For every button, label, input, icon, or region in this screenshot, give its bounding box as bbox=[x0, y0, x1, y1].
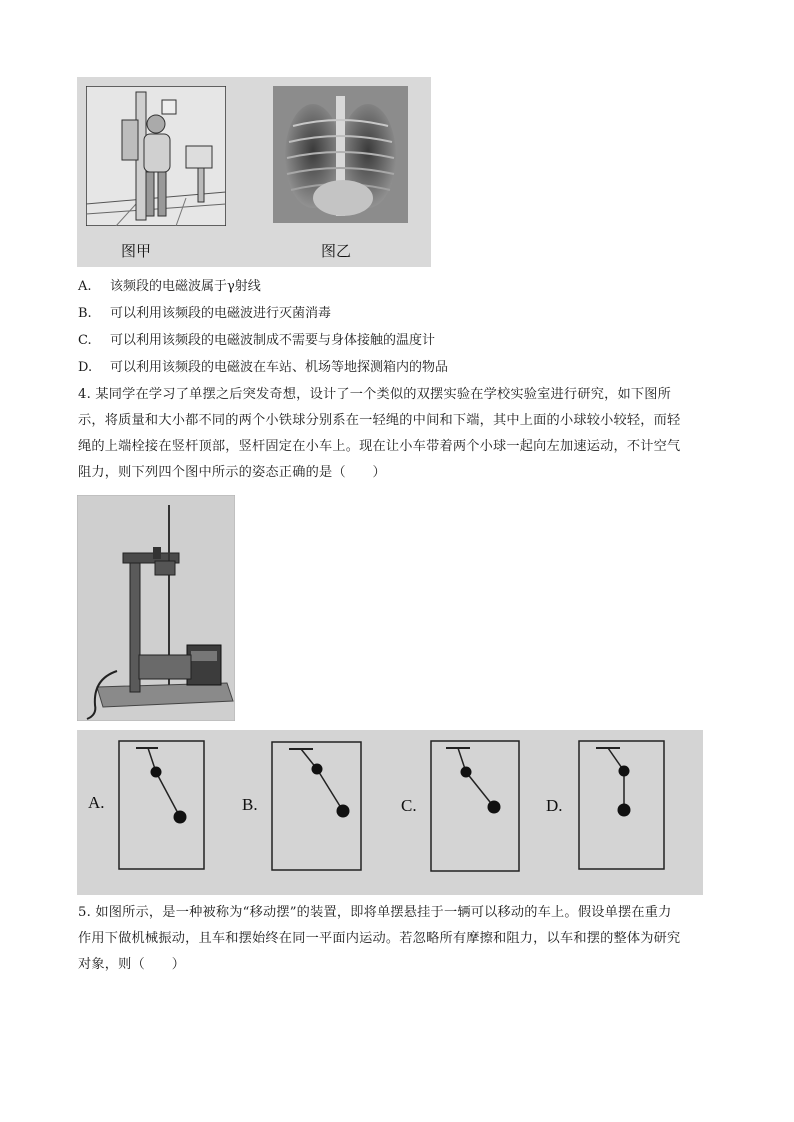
option-text: 可以利用该频段的电磁波在车站、机场等地探测箱内的物品 bbox=[110, 360, 449, 375]
q4-choices-panel bbox=[77, 730, 703, 895]
option-text: 可以利用该频段的电磁波制成不需要与身体接触的温度计 bbox=[110, 333, 436, 348]
choice-b-label: B. bbox=[242, 795, 258, 814]
choice-c-label: C. bbox=[401, 796, 417, 815]
q3-option-c bbox=[78, 332, 435, 350]
option-text: 可以利用该频段的电磁波进行灭菌消毒 bbox=[110, 306, 332, 321]
question-5-text bbox=[78, 900, 718, 978]
q4-line-2: 示，将质量和大小都不同的两个小铁球分别系在一轻绳的中间和下端，其中上面的小球较小较轻，而轻 bbox=[78, 413, 681, 428]
q4-line-4: 阻力，则下列四个图中所示的姿态正确的是（ ） bbox=[78, 465, 386, 480]
q3-option-a bbox=[78, 278, 261, 296]
q4-line-3: 绳的上端栓接在竖杆顶部，竖杆固定在小车上。现在让小车带着两个小球一起向左加速运动，不计空气 bbox=[78, 439, 681, 454]
q3-option-d bbox=[78, 359, 448, 377]
choice-c-diagram bbox=[430, 740, 520, 872]
option-text: 该频段的电磁波属于γ射线 bbox=[110, 279, 261, 294]
figure-jia-label: 图甲 bbox=[121, 242, 152, 260]
choice-a-diagram bbox=[118, 740, 205, 870]
option-letter: C. bbox=[78, 333, 92, 348]
q5-line-2: 作用下做机械振动，且车和摆始终在同一平面内运动。若忽略所有摩擦和阻力，以车和摆的整体为研究 bbox=[78, 931, 681, 946]
choice-a-label: A. bbox=[88, 793, 105, 812]
choice-d-label: D. bbox=[546, 796, 563, 815]
option-letter: A. bbox=[78, 279, 92, 294]
choice-b-diagram bbox=[271, 741, 362, 871]
q5-line-3: 对象，则（ ） bbox=[78, 957, 186, 972]
question-4-text bbox=[78, 382, 718, 486]
option-letter: B. bbox=[78, 306, 92, 321]
q5-line-1: 5. 如图所示，是一种被称为“移动摆”的装置，即将单摆悬挂于一辆可以移动的车上。假设单摆在重力 bbox=[78, 905, 672, 920]
q3-option-b bbox=[78, 305, 331, 323]
xray-machine-illustration bbox=[86, 86, 226, 226]
double-pendulum-apparatus-photo bbox=[77, 495, 235, 721]
choice-d-diagram bbox=[578, 740, 665, 870]
chest-xray-image bbox=[273, 86, 408, 223]
figure-yi-label: 图乙 bbox=[321, 242, 352, 260]
figure-xray-panel bbox=[77, 77, 431, 267]
option-letter: D. bbox=[78, 360, 93, 375]
q4-line-1: 4. 某同学在学习了单摆之后突发奇想，设计了一个类似的双摆实验在学校实验室进行研究，如下图所 bbox=[78, 387, 672, 402]
